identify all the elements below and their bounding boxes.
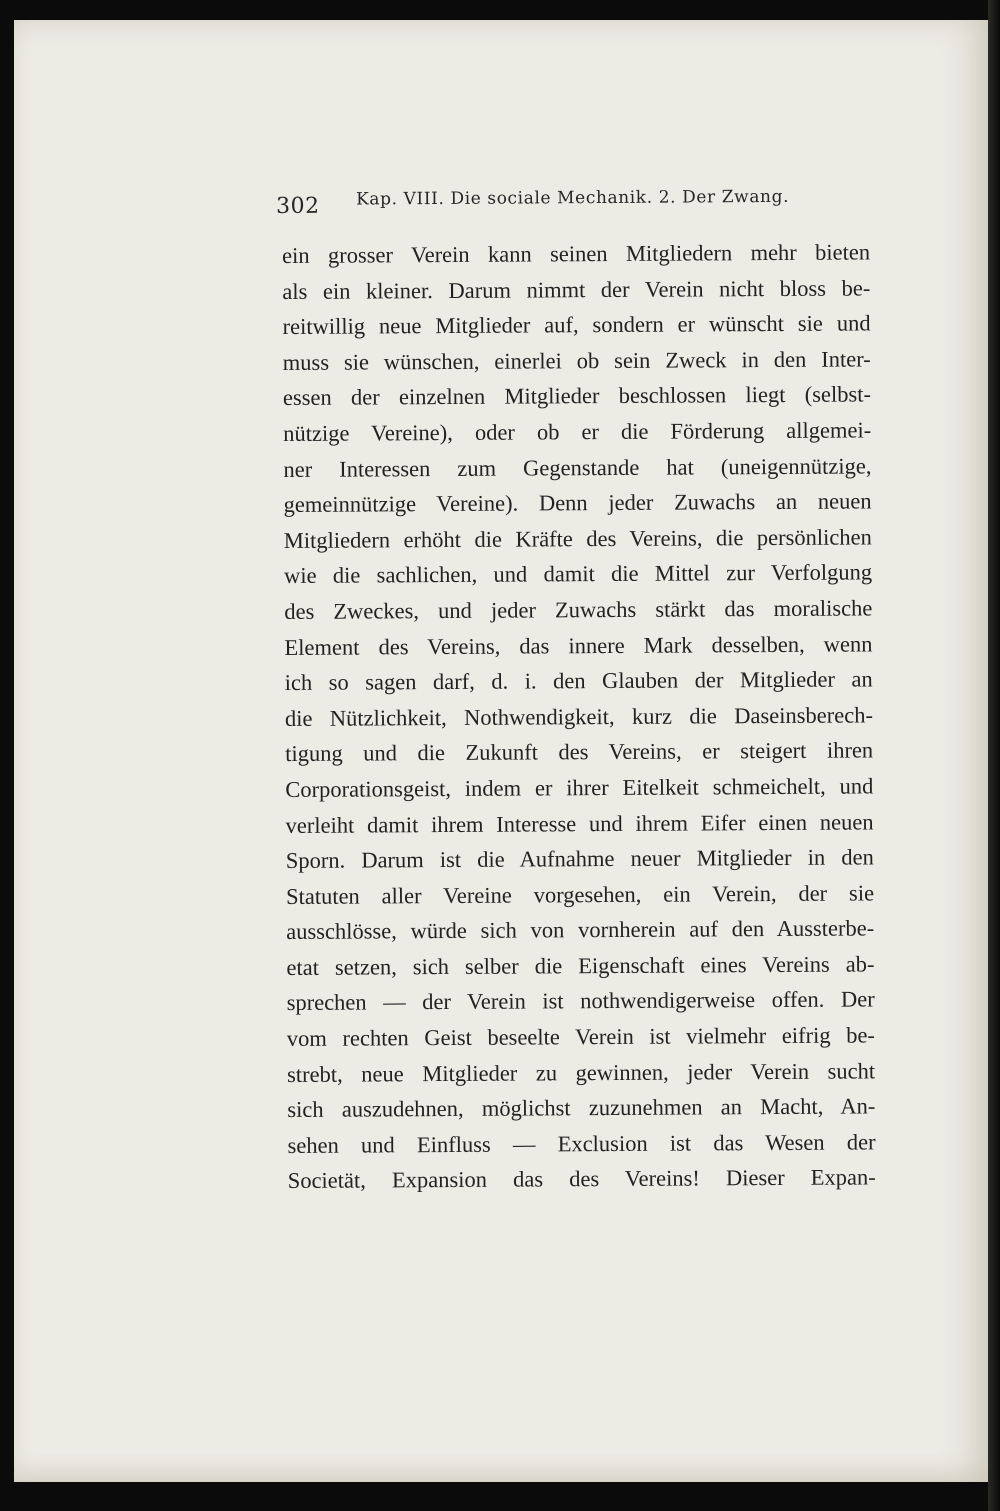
running-head: Kap. VIII. Die sociale Mechanik. 2. Der Zwang. (356, 186, 790, 210)
text-line: Sporn. Darum ist die Aufnahme neuer Mitglieder in den (285, 844, 874, 874)
text-line: Societät, Expansion das des Vereins! Dieser Expan- (287, 1164, 876, 1194)
text-line: Element des Vereins, das innere Mark desselben, wenn (284, 630, 873, 660)
text-line: tigung und die Zukunft des Vereins, er steigert ihren (285, 737, 874, 767)
text-line: vom rechten Geist beseelte Verein ist vielmehr eifrig be- (286, 1022, 875, 1052)
text-line: sich auszudehnen, möglichst zuzunehmen an Macht, An- (287, 1093, 876, 1123)
page-number: 302 (276, 193, 320, 219)
text-line: etat setzen, sich selber die Eigenschaft eines Vereins ab- (286, 951, 875, 980)
text-line: ich so sagen darf, d. i. den Glauben der Mitglieder an (284, 666, 873, 696)
text-line: die Nützlichkeit, Nothwendigkeit, kurz die Daseinsberech- (284, 702, 873, 731)
text-line: ausschlösse, würde sich von vornherein auf den Aussterbe- (286, 915, 875, 945)
page-header (276, 182, 876, 222)
text-line: als ein kleiner. Darum nimmt der Verein nicht bloss be- (282, 275, 871, 304)
text-line: ner Interessen zum Gegenstande hat (uneigennützige, (283, 452, 872, 482)
text-line: Statuten aller Vereine vorgesehen, ein Verein, der sie (285, 880, 875, 909)
text-line: muss sie wünschen, einerlei ob sein Zweck in den Inter- (282, 346, 871, 375)
text-line: ein grosser Verein kann seinen Mitgliedern mehr bieten (282, 239, 871, 268)
text-line: nützige Vereine), oder ob er die Förderung allgemei- (283, 417, 872, 446)
text-line: des Zweckes, und jeder Zuwachs stärkt das moralische (284, 595, 873, 624)
text-line: verleiht damit ihrem Interesse und ihrem Eifer einen neuen (285, 808, 874, 838)
text-line: gemeinnützige Vereine). Denn jeder Zuwachs an neuen (283, 488, 872, 518)
text-line: essen der einzelnen Mitglieder beschlossen liegt (selbst- (282, 381, 872, 411)
text-line: sehen und Einfluss — Exclusion ist das Wesen der (287, 1129, 876, 1158)
text-line: strebt, neue Mitglieder zu gewinnen, jeder Verein sucht (287, 1058, 876, 1087)
binding-edge (988, 0, 1000, 1511)
text-line: sprechen — der Verein ist nothwendigerweise offen. Der (286, 986, 875, 1016)
text-line: Mitgliedern erhöht die Kräfte des Vereins, die persönlichen (283, 524, 872, 553)
text-line: Corporationsgeist, indem er ihrer Eitelkeit schmeichelt, und (285, 773, 874, 802)
body-text (282, 234, 876, 1199)
text-line: wie die sachlichen, und damit die Mittel zur Verfolgung (283, 559, 873, 589)
text-line: reitwillig neue Mitglieder auf, sondern er wünscht sie und (282, 310, 871, 340)
